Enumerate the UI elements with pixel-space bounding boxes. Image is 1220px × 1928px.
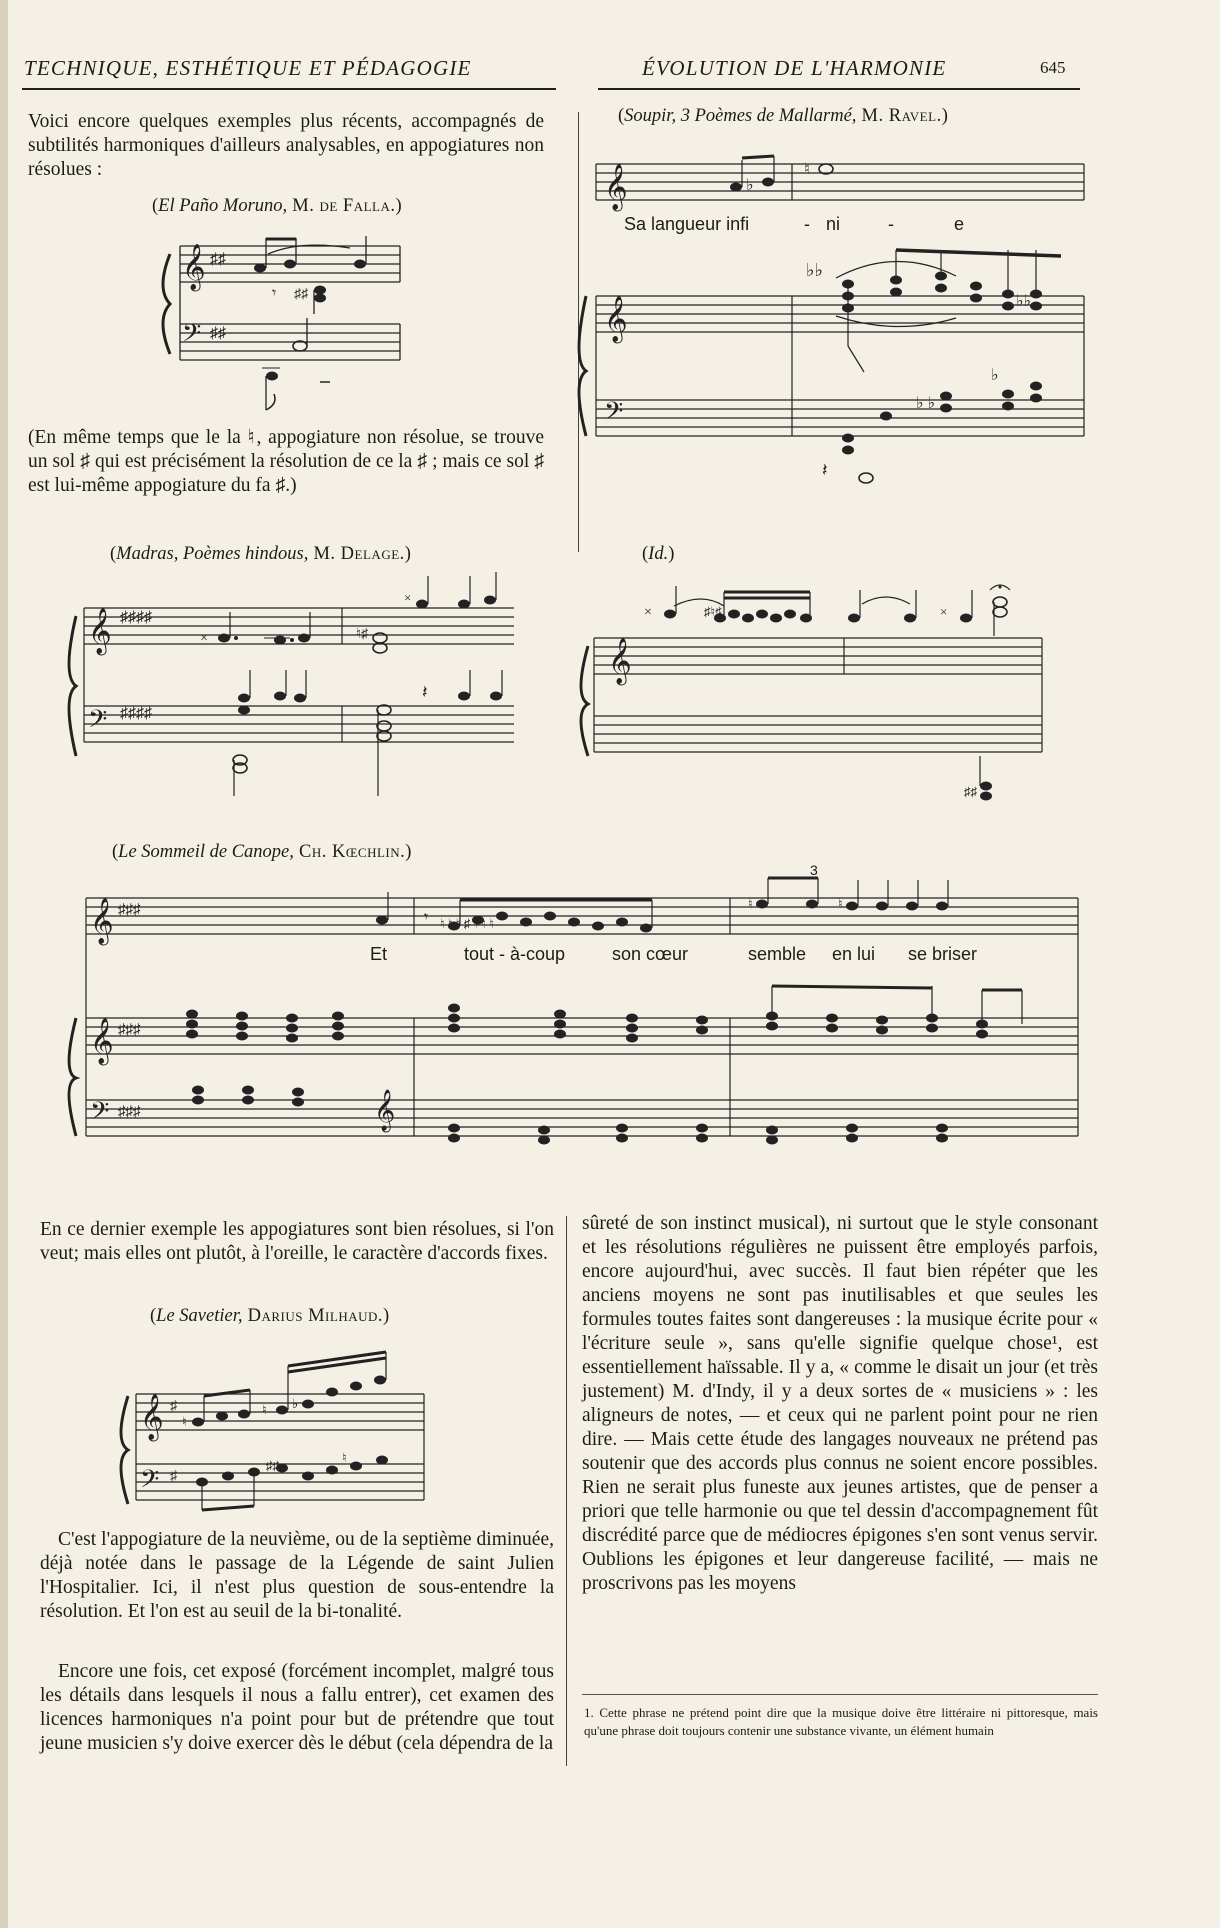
- bottom-left-paragraph-3: Encore une fois, cet exposé (forcément incomplet, malgré tous les détails dans lesquels il nous a fallu entrer), cet examen des licences harmoniques n'a point pour but de prétendre que tout jeune musicien s'y doive exercer dès le début (cela dépendra de la: [40, 1661, 554, 1754]
- intro-paragraph: Voici encore quelques exemples plus récents, accompagnés de subtilités harmoniques d'ailleurs analysables, en appogiatures non résolues :: [28, 111, 544, 180]
- svg-text:𝄞: 𝄞: [604, 164, 628, 210]
- ex5-caption: (Le Sommeil de Canope, Ch. Kœchlin.): [112, 842, 412, 862]
- svg-text:♯: ♯: [170, 1399, 177, 1414]
- ex5-lyric-2: tout - à-coup: [464, 944, 566, 964]
- svg-text:♯♯♯♯: ♯♯♯♯: [120, 609, 152, 626]
- svg-text:𝄽: 𝄽: [422, 682, 428, 702]
- svg-text:𝄞: 𝄞: [608, 638, 632, 684]
- example-6-score: [132, 1346, 432, 1526]
- svg-text:♯♯: ♯♯: [964, 784, 977, 799]
- column-divider-bottom: [566, 1216, 567, 1766]
- ex5-lyric-4: semble: [748, 944, 807, 964]
- svg-text:𝄾: 𝄾: [424, 909, 429, 926]
- svg-text:♮: ♮: [182, 1414, 187, 1429]
- page-edge: [0, 0, 8, 1928]
- footnote-rule: [582, 1694, 1098, 1695]
- svg-text:♭: ♭: [746, 177, 754, 194]
- ex2-lyric-3: ni: [826, 214, 841, 234]
- ex1-explanatory-note: (En même temps que le la ♮, appogiature non résolue, se trouve un sol ♯ qui est précisément la résolution de ce la ♯ ; mais ce sol ♯ est lui-même appogiature du fa ♯.): [28, 427, 544, 496]
- example-3-score: [84, 586, 544, 806]
- svg-text:×: ×: [940, 604, 948, 619]
- running-header-left: TECHNIQUE, ESTHÉTIQUE ET PÉDAGOGIE: [24, 56, 472, 80]
- bottom-left-paragraph-1: En ce dernier exemple les appogiatures sont bien résolues, si l'on veut; mais elles ont plutôt, à l'oreille, le caractère d'accords fixes.: [40, 1219, 554, 1264]
- svg-text:×: ×: [200, 631, 208, 646]
- svg-text:𝄢: 𝄢: [140, 1465, 160, 1500]
- page-number: 645: [1040, 58, 1066, 77]
- ex5-lyric-1: Et: [370, 944, 388, 964]
- svg-text:♮ ♮ ♮ ♯ ♮ ♮ ♮: ♮ ♮ ♮ ♯ ♮ ♮ ♮: [440, 916, 494, 931]
- ex3-caption: (Madras, Poèmes hindous, M. Delage.): [110, 544, 411, 564]
- ex5-lyric-6: se briser: [908, 944, 978, 964]
- svg-text:♭ ♭: ♭ ♭: [916, 395, 936, 412]
- ex2-lyric-4: -: [888, 214, 894, 234]
- ex2-lyric-2: -: [804, 214, 810, 234]
- svg-text:♯♯♯: ♯♯♯: [118, 902, 141, 918]
- svg-text:𝄞: 𝄞: [182, 244, 206, 290]
- svg-text:♭♭: ♭♭: [1016, 293, 1032, 310]
- ex6-caption: (Le Savetier, Darius Milhaud.): [150, 1306, 390, 1326]
- svg-text:𝄞: 𝄞: [88, 608, 112, 654]
- svg-text:♯♯: ♯♯: [294, 287, 308, 302]
- svg-text:×: ×: [404, 590, 412, 605]
- svg-text:♮: ♮: [262, 1402, 267, 1417]
- svg-text:♯♯♯: ♯♯♯: [118, 1104, 141, 1120]
- svg-text:♭♭: ♭♭: [806, 260, 823, 280]
- svg-text:♮: ♮: [838, 896, 843, 911]
- svg-text:♯: ♯: [170, 1469, 177, 1484]
- svg-text:𝄾: 𝄾: [272, 285, 277, 302]
- svg-text:𝄞: 𝄞: [140, 1394, 164, 1440]
- svg-text:♯♯: ♯♯: [266, 1458, 279, 1473]
- ex1-caption: (El Paño Moruno, M. de Falla.): [152, 196, 402, 216]
- bottom-right-paragraph: sûreté de son instinct musical), ni surtout que le style consonant et les résolutions régulières ne puissent être employés parfois, encore aujourd'hui, avec succès. Il faut bien répéter que les anciens moyens ne sont pas inutilisables et que seules les formules toutes faites sont dangereuses : la musique écrite pour « l'écriture seule », sans qu'elle signifie quelque chose¹, est essentiellement haïssable. Il y a, « comme le disait un jour (et très justement) M. d'Indy, il y a deux sortes de « musiciens » : les aligneurs de notes, — et ceux qui ne parlent point pour ne rien dire. — Mais cette étude des langages nouveaux ne prétend pas soutenir que des accords plus connus ne soient encore possibles. Rien ne serait plus funeste aux jeunes artistes, que de penser a priori que telle harmonie ou que tel dessin d'accompagnement fût discrédité parce que de médiocres épigones s'en sont venus servir. Oublions les épigones et leur dangereuse facilité, — mais ne proscrivons pas les moyens: [582, 1213, 1098, 1594]
- ex5-lyric-5: en lui: [832, 944, 876, 964]
- ex5-tuplet: 3: [810, 862, 818, 878]
- example-2-score: [596, 146, 1086, 496]
- example-5-score: [82, 878, 1082, 1168]
- svg-text:♯♮♯: ♯♮♯: [704, 604, 722, 619]
- ex2-caption: (Soupir, 3 Poèmes de Mallarmé, M. Ravel.): [618, 106, 948, 126]
- svg-text:𝄽: 𝄽: [822, 460, 828, 480]
- svg-text:𝄞: 𝄞: [374, 1090, 396, 1131]
- svg-text:𝄞: 𝄞: [90, 1018, 114, 1064]
- svg-text:𝄞: 𝄞: [90, 898, 114, 944]
- ex2-lyric-5: e: [954, 214, 965, 234]
- header-rule-left: [22, 88, 556, 90]
- ex5-lyric-3: son cœur: [612, 944, 689, 964]
- svg-text:♭: ♭: [292, 1396, 299, 1411]
- ex4-caption: (Id.): [642, 544, 675, 564]
- svg-text:♮♯: ♮♯: [356, 627, 369, 642]
- svg-text:𝄢: 𝄢: [182, 319, 202, 354]
- svg-text:♮: ♮: [804, 161, 810, 178]
- svg-text:𝄢: 𝄢: [604, 397, 624, 432]
- bottom-left-paragraph-2: C'est l'appogiature de la neuvième, ou de la septième diminuée, déjà notée dans le passage de la Légende de saint Julien l'Hospitalier. Ici, il n'est plus question de sous-entendre la résolution. Et l'on est au seuil de la bi-tonalité.: [40, 1529, 554, 1622]
- svg-text:𝄞: 𝄞: [604, 296, 628, 342]
- header-rule-right: [598, 88, 1080, 90]
- svg-text:♯♯♯: ♯♯♯: [118, 1022, 141, 1038]
- running-header-right: ÉVOLUTION DE L'HARMONIE: [642, 56, 947, 80]
- svg-text:♮: ♮: [342, 1450, 347, 1465]
- svg-text:𝄢: 𝄢: [88, 705, 108, 740]
- svg-text:×: ×: [644, 605, 652, 620]
- svg-text:♯♯: ♯♯: [210, 251, 226, 268]
- footnote: 1. Cette phrase ne prétend point dire que la musique doive être littéraire ni pittoresque, mais qu'une phrase doit toujours contenir une substance vivante, un élément humain: [584, 1705, 1098, 1738]
- example-4-score: [594, 586, 1054, 806]
- ex2-lyric-1: Sa langueur infi: [624, 214, 750, 234]
- example-1-score: [160, 234, 420, 424]
- svg-text:♮: ♮: [748, 896, 753, 911]
- svg-text:𝄢: 𝄢: [90, 1097, 110, 1132]
- svg-text:♯♯: ♯♯: [210, 325, 226, 342]
- svg-text:♯♯♯♯: ♯♯♯♯: [120, 705, 152, 722]
- svg-text:♭: ♭: [991, 367, 999, 384]
